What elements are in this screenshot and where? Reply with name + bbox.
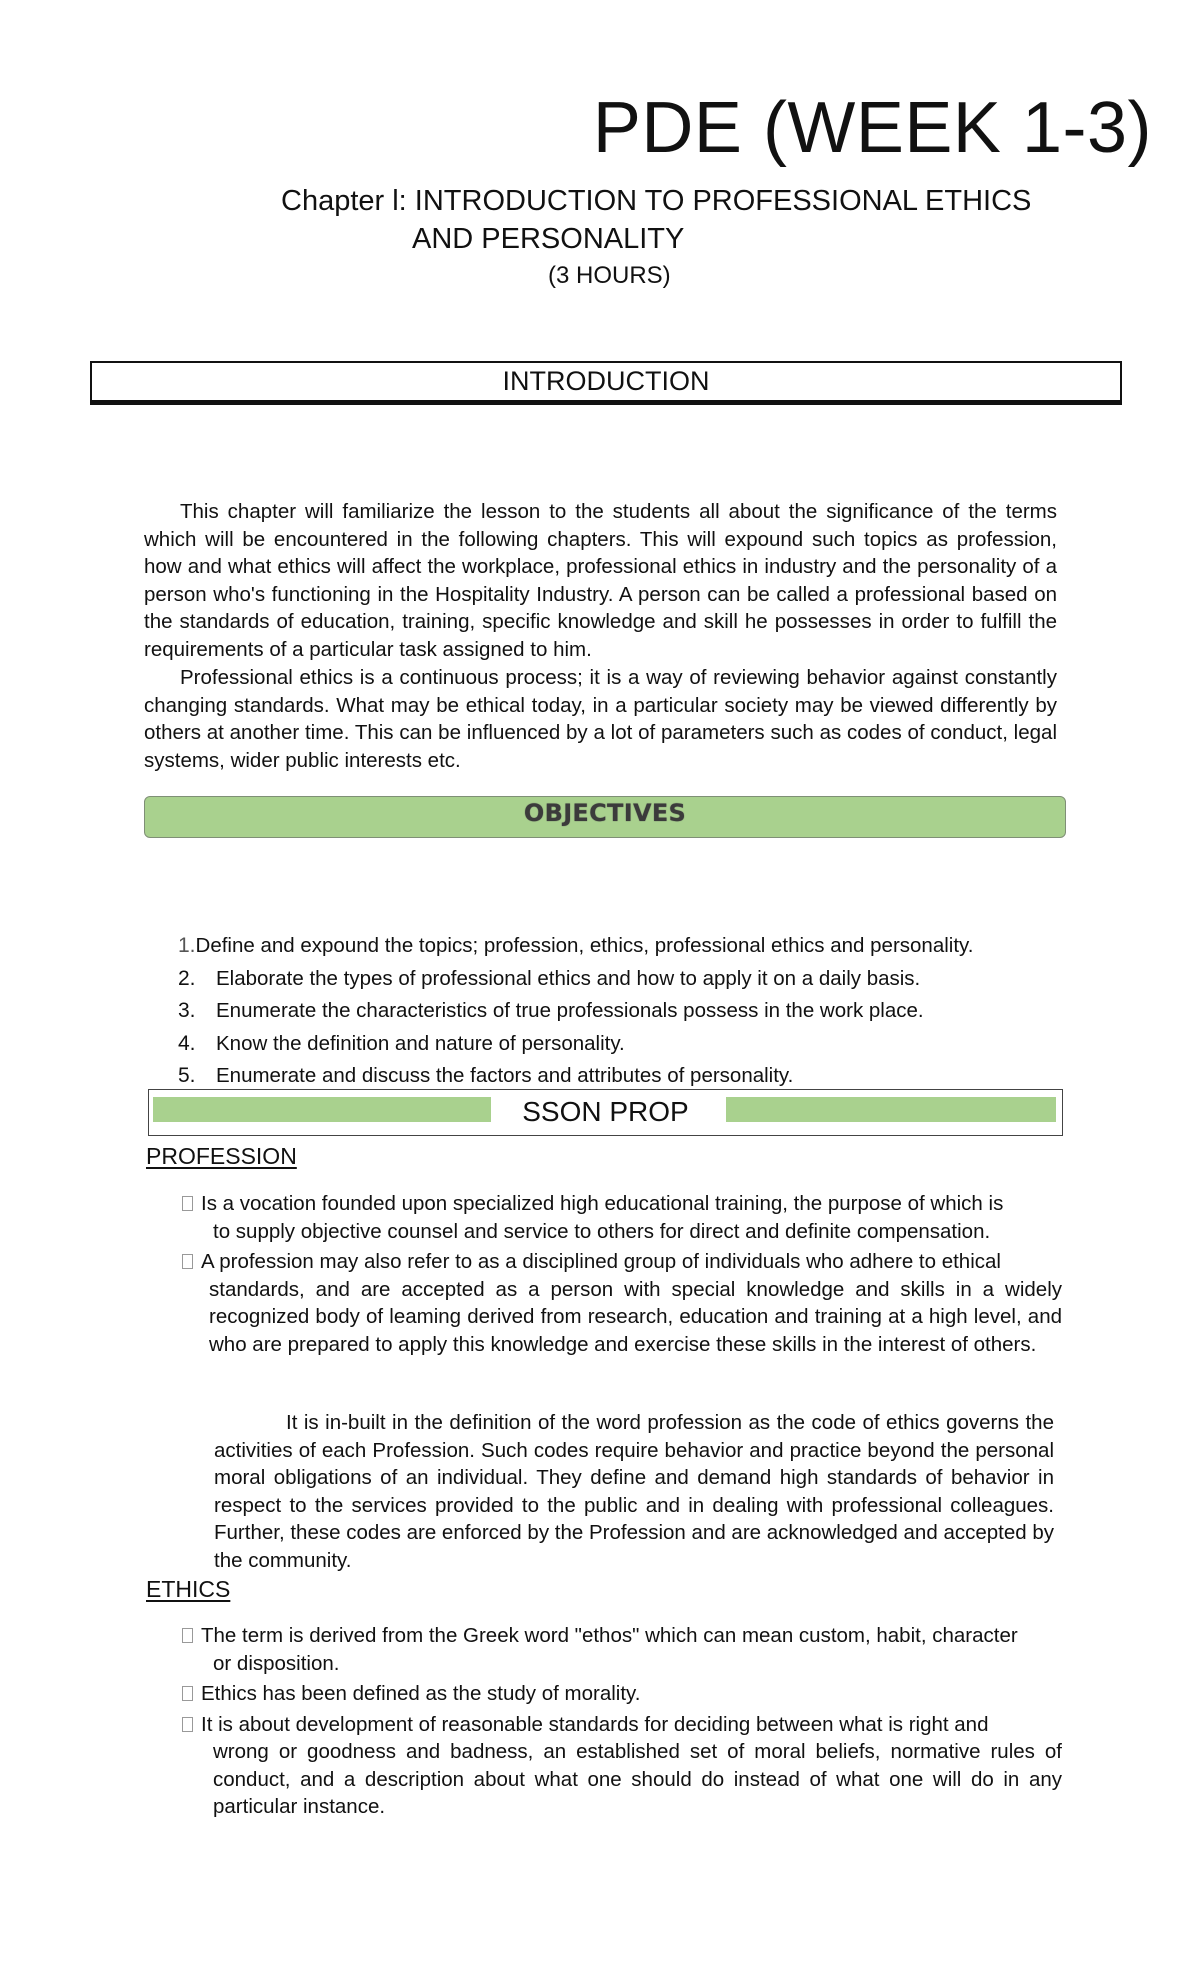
bullet-text: Ethics has been defined as the study of morality. (201, 1682, 641, 1705)
introduction-paragraph: Professional ethics is a continuous process; it is a way of reviewing behavior against constantly changing standards. What may be ethical today, in a particular society may be viewed differently by others at another time. This can be influenced by a lot of parameters such as codes of conduct, legal systems, wider public interests etc. (144, 666, 1057, 772)
document-title: PDE (WEEK 1-3) (592, 88, 1152, 168)
chapter-title-line1: Chapter l: INTRODUCTION TO PROFESSIONAL ETHICS (281, 185, 1032, 217)
bullet-text-continued: standards, and are accepted as a person with special knowledge and skills in a widely recognized body of leaming derived from research, education and training at a high level, and who are prepared to apply this knowledge and exercise these skills in the interest of others. (209, 1277, 1062, 1356)
objective-number: 2. (178, 966, 196, 990)
objective-text: Define and expound the topics; profession, ethics, professional ethics and personality. (195, 934, 974, 957)
lesson-proper-heading: SSON PROP (522, 1096, 689, 1127)
introduction-heading-box (90, 361, 1122, 405)
objective-item (178, 963, 1078, 996)
objective-number: 5. (178, 1064, 196, 1087)
bullet-text: It is about development of reasonable standards for deciding between what is right and (201, 1712, 989, 1736)
objective-number: 4. (178, 1031, 196, 1055)
bullet-item (180, 1711, 1062, 1821)
objective-text: Know the definition and nature of personality. (216, 1031, 625, 1055)
bullet-item (180, 1680, 1062, 1708)
introduction-heading: INTRODUCTION (502, 366, 710, 396)
objective-number: 3. (178, 999, 196, 1022)
bullet-icon (182, 1717, 193, 1732)
objective-item (178, 1028, 1078, 1061)
introduction-paragraph: This chapter will familiarize the lesson to the students all about the significance of the terms which will be encountered in the following chapters. This will expound such topics as profession, how and what ethics will affect the workplace, professional ethics in industry and the personality of a person who's functioning in the Hospitality Industry. A person can be called a professional based on the standards of education, training, specific knowledge and skill he possesses in order to fulfill the requirements of a particular task assigned to him. (144, 500, 1057, 661)
bullet-text-continued: wrong or goodness and badness, an established set of moral beliefs, normative rules of conduct, and a description about what one should do instead of what one will do in any particular instance. (213, 1740, 1062, 1818)
objective-item (178, 1060, 1078, 1093)
objectives-heading: OBJECTIVES (523, 799, 687, 827)
bullet-item (180, 1622, 1062, 1677)
lesson-proper-banner (148, 1089, 1063, 1136)
profession-bullets (180, 1190, 1062, 1361)
chapter-hours: (3 HOURS) (548, 262, 671, 289)
bullet-text: Is a vocation founded upon specialized high educational training, the purpose of which is (201, 1192, 1004, 1215)
bullet-item (180, 1248, 1062, 1358)
ethics-bullets (180, 1622, 1062, 1824)
profession-heading: PROFESSION (146, 1143, 297, 1169)
paragraph-text: It is in-built in the definition of the word profession as the code of ethics governs the activities of each Profession. Such codes require behavior and practice beyond the personal moral obligations of an individual. They define and demand high standards of behavior in respect to the services provided to the public and in dealing with professional colleagues. Further, these codes are enforced by the Profession and are acknowledged and accepted by the community. (214, 1411, 1054, 1572)
introduction-body (144, 498, 1057, 775)
objective-item (178, 930, 1078, 963)
objective-text: Enumerate and discuss the factors and attributes of personality. (216, 1064, 794, 1087)
objectives-list (178, 930, 1078, 1093)
bullet-text: A profession may also refer to as a disciplined group of individuals who adhere to ethical (201, 1250, 1001, 1273)
objective-text: Elaborate the types of professional ethics and how to apply it on a daily basis. (216, 966, 921, 990)
bullet-text: The term is derived from the Greek word "ethos" which can mean custom, habit, character (201, 1624, 1018, 1647)
bullet-text-continued: or disposition. (213, 1651, 340, 1675)
bullet-item (180, 1190, 1062, 1245)
bullet-icon (182, 1628, 193, 1643)
objective-text: Enumerate the characteristics of true professionals possess in the work place. (216, 999, 924, 1022)
bullet-text-continued: to supply objective counsel and service to others for direct and definite compensation. (213, 1219, 991, 1243)
objective-number: 1. (178, 934, 196, 957)
profession-paragraph (214, 1409, 1054, 1574)
bullet-icon (182, 1686, 193, 1701)
ethics-heading: ETHICS (146, 1576, 231, 1602)
bullet-icon (182, 1254, 193, 1269)
objective-item (178, 995, 1078, 1028)
chapter-title-line2: AND PERSONALITY (412, 223, 685, 255)
objectives-banner (144, 796, 1066, 838)
bullet-icon (182, 1196, 193, 1211)
